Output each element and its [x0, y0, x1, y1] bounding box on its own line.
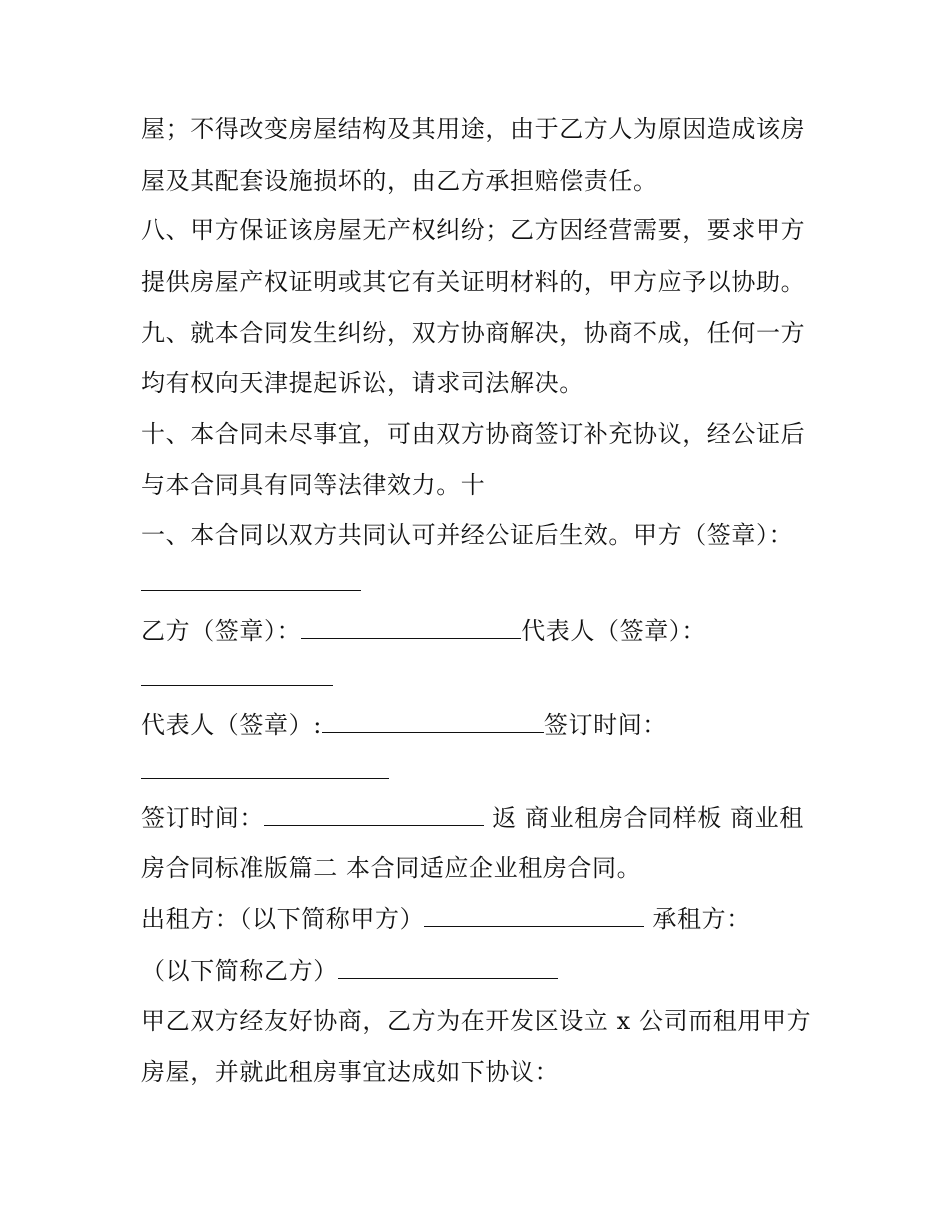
- party-b-sign-label: 乙方（签章）：: [141, 617, 302, 645]
- signature-line-representative: [141, 661, 333, 694]
- blank-field: [301, 614, 521, 639]
- sign-date-label: 签订时间：: [141, 804, 264, 832]
- lessor-row: [141, 902, 751, 935]
- text-line: 屋及其配套设施损坏的，由乙方承担赔偿责任。: [141, 167, 658, 195]
- text-line: 房屋，并就此租房事宜达成如下协议：: [141, 1058, 560, 1086]
- representative-label: 代表人（签章）:: [141, 711, 322, 739]
- signature-row-representative: [141, 708, 667, 741]
- blank-field: [338, 954, 558, 979]
- text-line: 屋；不得改变房屋结构及其用途，由于乙方人为原因造成该房: [141, 115, 806, 143]
- blank-field: [141, 754, 389, 779]
- lessor-label: 出租方：（以下简称甲方）: [141, 905, 425, 933]
- text-line: 十、本合同未尽事宜，可由双方协商签订补充协议，经公证后: [141, 420, 806, 448]
- lessee-alias-label: （以下简称乙方）: [141, 957, 338, 985]
- text-line: 八、甲方保证该房屋无产权纠纷；乙方因经营需要，要求甲方: [141, 216, 806, 244]
- representative-label: 代表人（签章）：: [521, 617, 707, 645]
- text-line: 一、本合同以双方共同认可并经公证后生效。甲方（签章）：: [141, 521, 794, 549]
- text-line: 房合同标准版篇二 本合同适应企业租房合同。: [141, 854, 642, 882]
- blank-field: [141, 566, 361, 591]
- lessee-label: 承租方：: [644, 905, 751, 933]
- text-line: 甲乙双方经友好协商，乙方为在开发区设立 x 公司而租用甲方: [141, 1007, 812, 1035]
- text-line: 九、就本合同发生纠纷，双方协商解决，协商不成，任何一方: [141, 319, 806, 347]
- blank-field: [264, 801, 484, 826]
- signature-row-party-b: [141, 614, 706, 647]
- sign-date-label: 签订时间：: [543, 711, 667, 739]
- signature-row-date: [141, 801, 804, 834]
- blank-field: [141, 661, 333, 686]
- return-link-text[interactable]: 返 商业租房合同样板 商业租: [484, 804, 804, 832]
- text-line: 均有权向天津提起诉讼，请求司法解决。: [141, 369, 584, 397]
- text-line: 与本合同具有同等法律效力。十: [141, 471, 486, 499]
- blank-field: [322, 708, 544, 733]
- signature-line-party-a: [141, 566, 361, 599]
- lessee-row: [141, 954, 558, 987]
- blank-field: [424, 902, 644, 927]
- text-line: 提供房屋产权证明或其它有关证明材料的，甲方应予以协助。: [141, 268, 806, 296]
- signature-line-date: [141, 754, 389, 787]
